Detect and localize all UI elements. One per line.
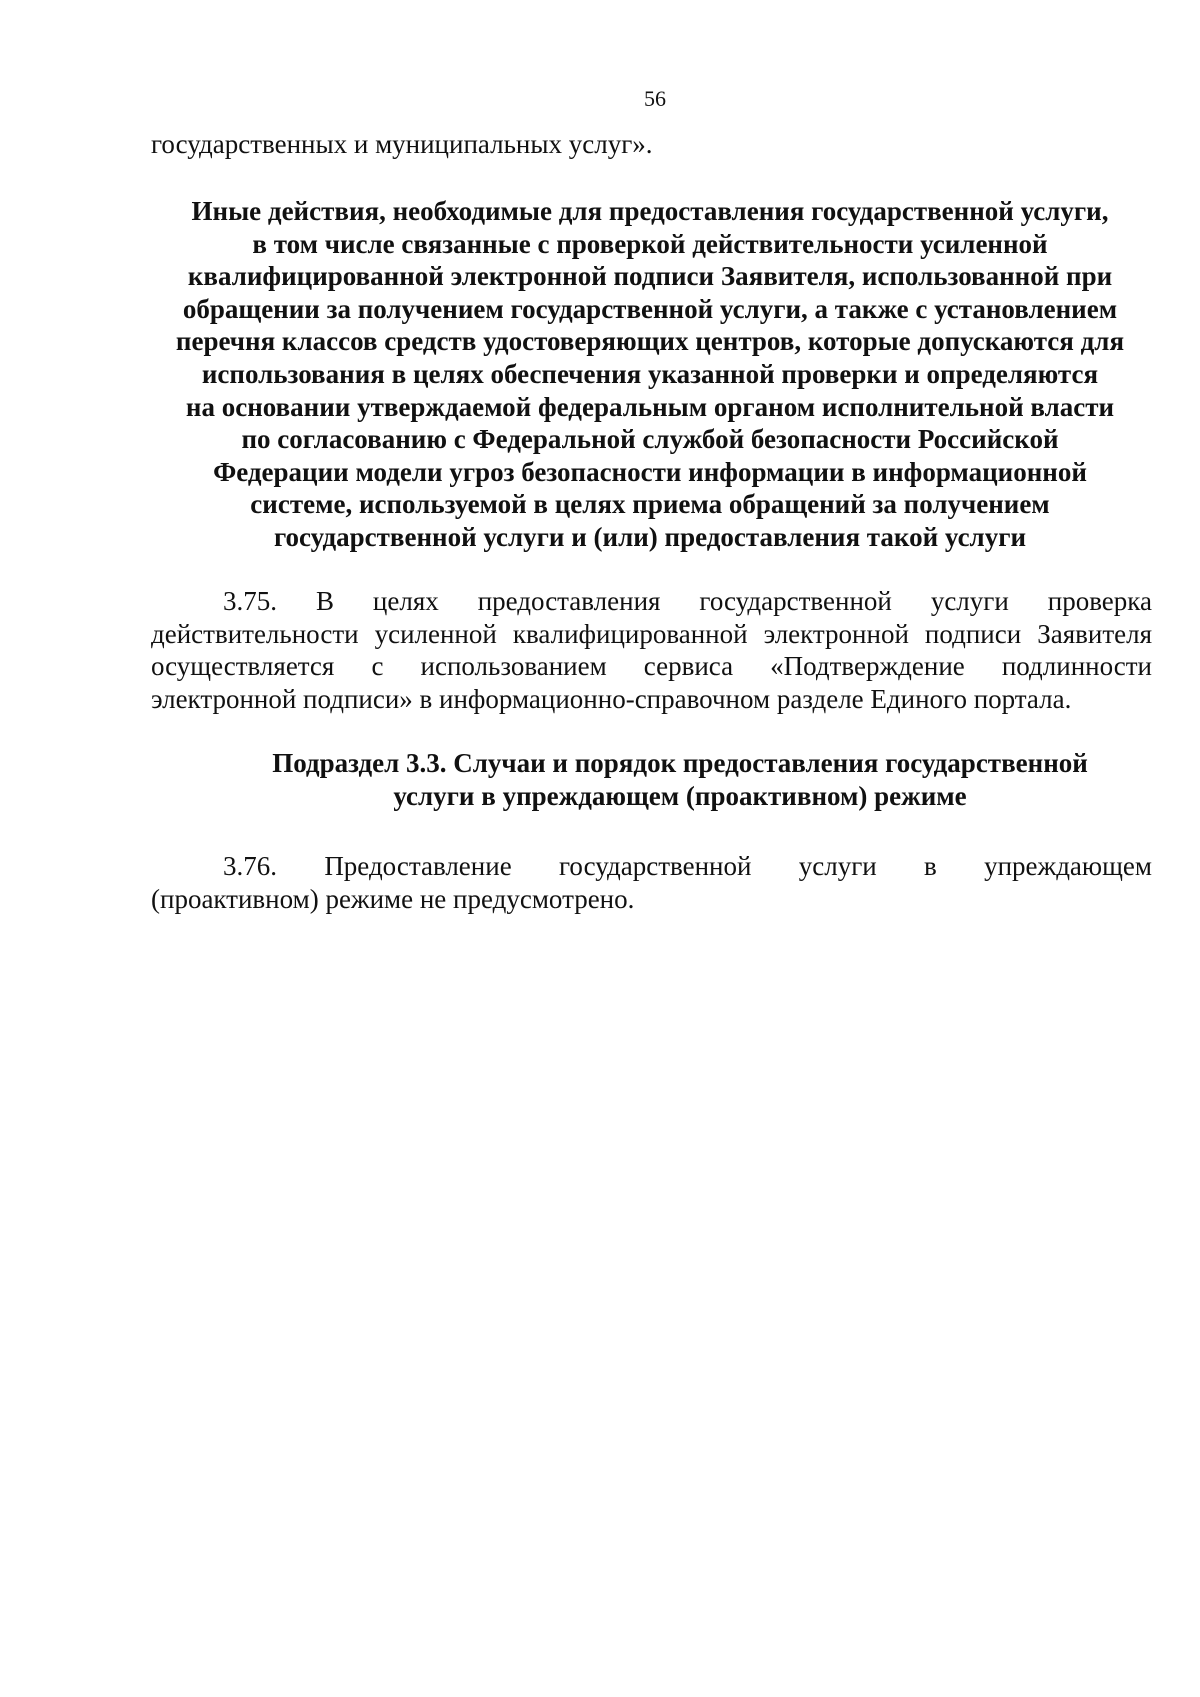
paragraph-line: [151, 585, 1152, 618]
word: государственной: [559, 851, 752, 881]
word: В: [315, 586, 334, 616]
word: осуществляется: [151, 651, 335, 681]
word: проверка: [1047, 586, 1152, 616]
paragraph-line: [151, 618, 1152, 651]
subsection-heading-line: услуги в упреждающем (проактивном) режиме: [393, 780, 967, 811]
word: услуги: [798, 851, 877, 881]
section-heading-line: квалифицированной электронной подписи Заявителя, использованной при: [187, 261, 1113, 292]
word: услуги: [930, 586, 1009, 616]
continuation-text: государственных и муниципальных услуг».: [151, 129, 653, 159]
word: подлинности: [1001, 651, 1152, 681]
paragraph-line-text: [223, 850, 1152, 883]
section-heading-line: государственной услуги и (или) предоставления такой услуги: [273, 521, 1027, 552]
paragraph-line-text: [223, 585, 1152, 618]
word: действительности: [151, 618, 359, 649]
word: подписи: [924, 618, 1022, 649]
section-heading-line: системе, используемой в целях приема обращений за получением: [250, 489, 1050, 520]
word: Заявителя: [1037, 618, 1152, 649]
section-heading-line: в том числе связанные с проверкой действительности усиленной: [252, 228, 1048, 259]
paragraph-line: [151, 650, 1152, 683]
section-heading-line: Иные действия, необходимые для предоставления государственной услуги,: [191, 196, 1109, 226]
section-heading: [140, 195, 1160, 554]
section-heading-line: перечня классов средств удостоверяющих центров, которые допускаются для: [175, 326, 1125, 357]
word: электронной: [763, 618, 909, 649]
paragraph-line: электронной подписи» в информационно-справочном разделе Единого портала.: [151, 683, 1072, 714]
subsection-heading: [230, 747, 1130, 812]
section-heading-line: использования в целях обеспечения указанной проверки и определяются: [201, 358, 1099, 389]
word: в: [924, 851, 937, 881]
section-heading-line: Федерации модели угроз безопасности информации в информационной: [213, 456, 1087, 487]
word: 3.76.: [223, 851, 277, 881]
word: сервиса: [643, 651, 734, 681]
section-heading-line: на основании утверждаемой федеральным органом исполнительной власти: [185, 391, 1115, 422]
word: квалифицированной: [512, 618, 748, 649]
paragraph-3-75: [151, 585, 1152, 715]
word: с: [371, 651, 384, 681]
section-heading-line: по согласованию с Федеральной службой безопасности Российской: [241, 424, 1059, 455]
paragraph-3-76: [151, 850, 1152, 915]
paragraph-line: [151, 850, 1152, 883]
word: целях: [372, 586, 439, 616]
paragraph-line: (проактивном) режиме не предусмотрено.: [151, 883, 635, 914]
word: использованием: [420, 651, 607, 681]
page-number: 56: [644, 86, 666, 111]
subsection-heading-line: Подраздел 3.3. Случаи и порядок предоставления государственной: [272, 748, 1088, 778]
word: 3.75.: [223, 586, 277, 616]
section-heading-line: обращении за получением государственной услуги, а также с установлением: [182, 293, 1118, 324]
word: усиленной: [374, 618, 497, 649]
word: предоставления: [477, 586, 661, 616]
word: Предоставление: [324, 851, 512, 881]
word: «Подтверждение: [770, 651, 965, 681]
word: государственной: [699, 586, 892, 616]
word: упреждающем: [984, 851, 1152, 881]
